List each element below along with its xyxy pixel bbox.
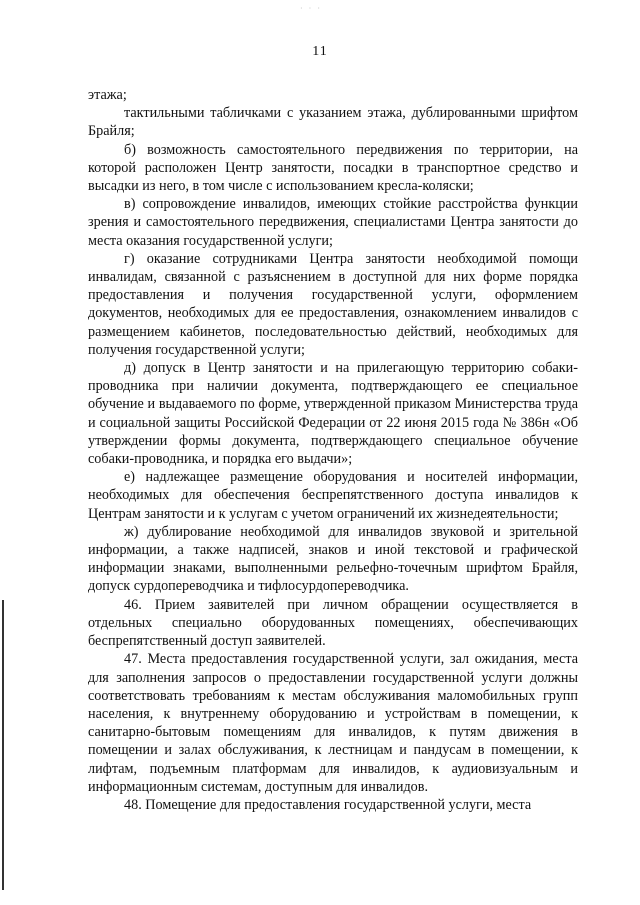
paragraph-48: 48. Помещение для предоставления государственной услуги, места [124, 796, 532, 813]
scan-edge-mark [2, 600, 4, 890]
paragraph-47: 47. Места предоставления государственной услуги, зал ожидания, места для заполнения запросов о предоставлении государственной услуги должны соответствовать требованиям к местам обслуживания маломобильных групп населения, к внутреннему оборудованию и устройствам в помещении, к санитарно-бытовым помещениям для инвалидов, к путям движения в помещении и залах обслуживания, к лестницам и пандусам в помещении, к лифтам, подъемным платформам для инвалидов, к аудиовизуальным и информационным системам, доступным для инвалидов. [88, 651, 578, 795]
scan-noise: · · · [300, 4, 322, 13]
paragraph-tactile-signs: тактильными табличками с указанием этажа, дублированными шрифтом Брайля; [88, 105, 578, 140]
paragraph-46: 46. Прием заявителей при личном обращении осуществляется в отдельных специально оборудованных помещениях, обеспечивающих беспрепятственный доступ заявителей. [88, 596, 578, 650]
paragraph-item-b: б) возможность самостоятельного передвижения по территории, на которой расположен Центр занятости, посадки в транспортное средство и высадки из него, в том числе с использованием кресла-коляски; [88, 141, 578, 195]
paragraph-continuation: этажа; [88, 87, 127, 103]
document-body [88, 86, 578, 814]
paragraph-item-zh: ж) дублирование необходимой для инвалидов звуковой и зрительной информации, а также надписей, знаков и иной текстовой и графической информации знаками, выполненными рельефно-точечным шрифтом Брайля, допуск сурдопереводчика и тифлосурдопереводчика. [88, 523, 578, 595]
paragraph-item-g: г) оказание сотрудниками Центра занятости необходимой помощи инвалидам, связанной с разъяснением в доступной для них форме порядка предоставления и получения государственной услуги, оформлением документов, необходимых для ее предоставления, ознакомлением инвалидов с размещением кабинетов, последовательностью действий, необходимых для получения государственной услуги; [88, 250, 578, 358]
paragraph-item-v: в) сопровождение инвалидов, имеющих стойкие расстройства функции зрения и самостоятельного передвижения, специалистами Центра занятости до места оказания государственной услуги; [88, 196, 578, 249]
page-number: 11 [312, 44, 328, 59]
paragraph-item-d: д) допуск в Центр занятости и на прилегающую территорию собаки-проводника при наличии документа, подтверждающего ее специальное обучение и выдаваемого по форме, утвержденной приказом Министерства труда и социальной защиты Российской Федерации от 22 июня 2015 года № 386н «Об утверждении формы документа, подтверждающего специальное обучение собаки-проводника, и порядка его выдачи»; [88, 360, 578, 468]
paragraph-item-e: е) надлежащее размещение оборудования и носителей информации, необходимых для обеспечения беспрепятственного доступа инвалидов к Центрам занятости и к услугам с учетом ограничений их жизнедеятельности; [88, 469, 578, 522]
